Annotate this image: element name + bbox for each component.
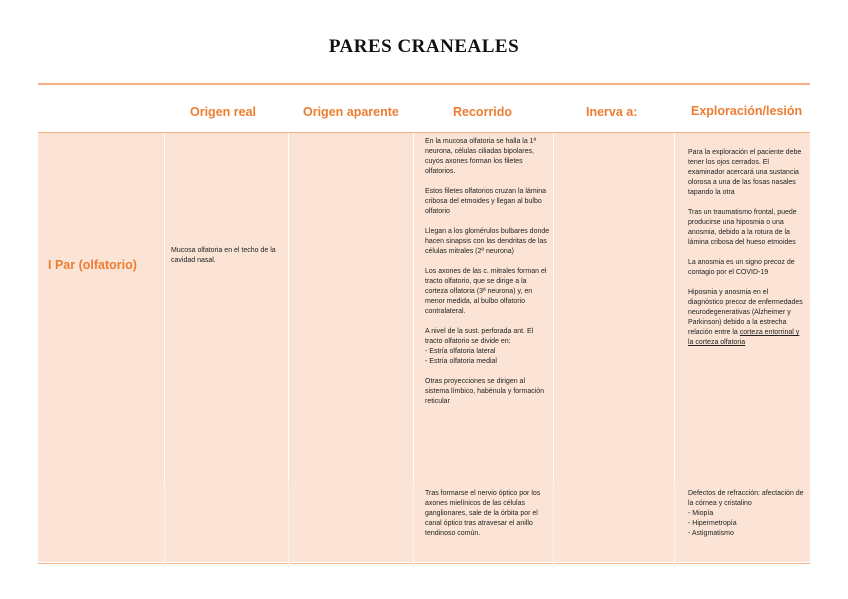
- exploracion-paragraph: Para la exploración el paciente debe tener los ojos cerrados. El examinador acercará una sustancia olorosa a una de las fosas nasales tapando la otra: [688, 149, 802, 196]
- exploracion-text: Hiposmia y anosmia en el diagnóstico precoz de enfermedades neurodegenerativas (Alzheimer y Parkinson) debido a la estrecha relación entre la: [688, 289, 803, 336]
- recorrido-cell-2: Tras formarse el nervio óptico por los axones mielínicos de las células ganglionares, sale de la órbita por el canal óptico tras atravesar el anillo tendinoso común.: [425, 490, 541, 537]
- header-origen-aparente: Origen aparente: [303, 105, 399, 119]
- page-title: PARES CRANEALES: [328, 36, 520, 57]
- origen-real-cell: Mucosa olfatoria en el techo de la cavidad nasal.: [171, 247, 276, 264]
- header-inerva: Inerva a:: [586, 105, 638, 119]
- header-recorrido: Recorrido: [453, 105, 513, 119]
- recorrido-cell: [425, 137, 551, 417]
- recorrido-paragraph: Estos filetes olfatorios cruzan la lámina cribosa del etmoides y llegan al bulbo olfatorio: [425, 188, 546, 215]
- table-row: [38, 481, 810, 569]
- recorrido-paragraph: A nivel de la sust. perforada ant. El tracto olfatorio se divide en: - Estría olfatoria lateral - Estría olfatoria medial: [425, 328, 534, 365]
- exploracion-cell: [688, 148, 804, 358]
- row-label-olfatorio: I Par (olfatorio): [48, 258, 137, 272]
- exploracion-paragraph: [688, 288, 804, 348]
- cranial-nerves-table: [38, 83, 810, 571]
- exploracion-paragraph: La anosmia es un signo precoz de contagio por el COVID-19: [688, 259, 795, 276]
- exploracion-cell-2: Defectos de refracción: afectación de la córnea y cristalino - Miopía - Hipermetropía - Astigmatismo: [688, 490, 804, 537]
- exploracion-underlined-text: corteza entorrinal y la corteza olfatoria: [688, 329, 800, 346]
- exploracion-paragraph: Tras un traumatismo frontal, puede producirse una hiposmia o una anosmia, debido a la rotura de la lámina cribosa del hueso etmoides: [688, 209, 797, 246]
- header-origen-real: Origen real: [190, 105, 256, 119]
- recorrido-paragraph: En la mucosa olfatoria se halla la 1ª neurona, células ciliadas bipolares, cuyos axones forman los filetes olfatorios.: [425, 138, 537, 175]
- table-header: [38, 85, 810, 132]
- recorrido-paragraph: Otras proyecciones se dirigen al sistema límbico, habénula y formación reticular: [425, 378, 545, 405]
- recorrido-paragraph: Llegan a los glomérulos bulbares donde hacen sinapsis con las dendritas de las células mitrales (2ª neurona): [425, 228, 550, 255]
- recorrido-paragraph: Los axones de las c. mitrales forman el tracto olfatorio, que se dirige a la corteza olfatoria (3ª neurona) y, en menor medida, al bulbo olfatorio contralateral.: [425, 268, 547, 315]
- header-exploracion: Exploración/lesión: [691, 104, 803, 118]
